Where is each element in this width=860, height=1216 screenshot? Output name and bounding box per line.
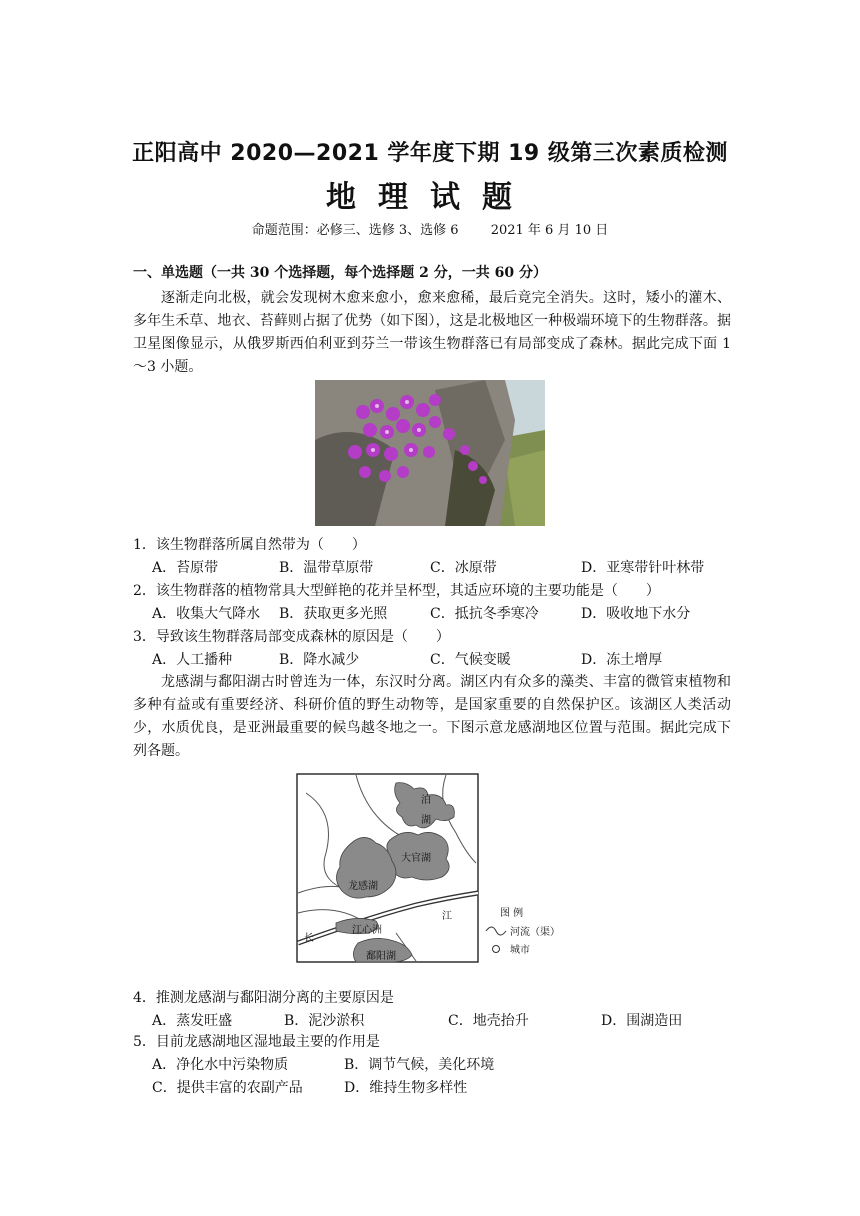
question-3-option-c[interactable]: C．气候变暖 xyxy=(430,652,511,668)
city-legend-icon xyxy=(493,946,500,953)
label-longgan-lake: 龙感湖 xyxy=(348,881,378,892)
question-2-option-c[interactable]: C．抵抗冬季寒冷 xyxy=(430,606,539,622)
longgan-lake-map xyxy=(296,773,576,969)
longgan-passage: 龙感湖与鄱阳湖古时曾连为一体，东汉时分离。湖区内有众多的藻类、丰富的微管束植物和多种有益或有重要经济、科研价值的野生动物等，是国家重要的自然保护区。该湖区人类活动少，水质优良，是亚洲最重要的候鸟越冬地之一。下图示意龙感湖地区位置与范围。据此完成下列各题。 xyxy=(133,674,731,759)
question-5-option-b[interactable]: B．调节气候，美化环境 xyxy=(344,1057,495,1073)
question-1-option-a[interactable]: A．苔原带 xyxy=(152,560,219,576)
question-1-option-b[interactable]: B．温带草原带 xyxy=(279,560,374,576)
legend-city: 城市 xyxy=(510,945,530,956)
question-2-option-a[interactable]: A．收集大气降水 xyxy=(152,606,261,622)
question-3-option-b[interactable]: B．降水减少 xyxy=(279,652,360,668)
question-4-option-d[interactable]: D．围湖造田 xyxy=(601,1013,683,1029)
label-jiang: 江 xyxy=(442,911,452,922)
question-2-option-d[interactable]: D．吸收地下水分 xyxy=(581,606,691,622)
question-1-option-c[interactable]: C．冰原带 xyxy=(430,560,497,576)
question-3-option-a[interactable]: A．人工播种 xyxy=(152,652,233,668)
question-4-option-b[interactable]: B．泥沙淤积 xyxy=(284,1013,365,1029)
exam-scope-line xyxy=(0,219,860,238)
purple-flower-photo xyxy=(315,380,545,526)
question-3-option-d[interactable]: D．冻土增厚 xyxy=(581,652,663,668)
label-bo: 泊 xyxy=(421,795,431,806)
question-1-option-d[interactable]: D．亚寒带针叶林带 xyxy=(581,560,705,576)
question-2: 2．该生物群落的植物常具大型鲜艳的花并呈杯型，其适应环境的主要功能是（ ） xyxy=(133,583,660,599)
legend-river: 河流（渠） xyxy=(510,927,560,938)
question-5-option-d[interactable]: D．维持生物多样性 xyxy=(344,1080,468,1096)
question-4-option-c[interactable]: C．地壳抬升 xyxy=(448,1013,529,1029)
exam-title: 正阳高中 2020—2021 学年度下期 19 级第三次素质检测 xyxy=(132,141,728,166)
question-4: 4．推测龙感湖与鄱阳湖分离的主要原因是 xyxy=(133,990,394,1006)
legend-title: 图 例 xyxy=(500,908,524,919)
river-legend-icon xyxy=(486,927,506,935)
exam-date: 2021 年 6 月 10 日 xyxy=(490,223,609,238)
question-4-option-a[interactable]: A．蒸发旺盛 xyxy=(152,1013,233,1029)
section-heading: 一、单选题（一共 30 个选择题，每个选择题 2 分，一共 60 分） xyxy=(133,265,547,281)
question-1: 1．该生物群落所属自然带为（ ） xyxy=(133,537,366,553)
label-hu: 湖 xyxy=(421,815,431,826)
label-chang: 长 xyxy=(304,933,314,944)
label-jiangxinzhou: 江心洲 xyxy=(352,925,382,936)
question-5-option-a[interactable]: A．净化水中污染物质 xyxy=(152,1057,289,1073)
label-dagong-lake: 大官湖 xyxy=(401,853,431,864)
label-poyang-lake: 鄱阳湖 xyxy=(366,951,396,962)
subject-title: 地理试题 xyxy=(326,180,534,215)
exam-scope: 命题范围：必修三、选修 3、选修 6 xyxy=(251,223,459,238)
question-5-option-c[interactable]: C．提供丰富的农副产品 xyxy=(152,1080,303,1096)
question-2-option-b[interactable]: B．获取更多光照 xyxy=(279,606,388,622)
question-5: 5．目前龙感湖地区湿地最主要的作用是 xyxy=(133,1034,380,1050)
intro-passage: 逐渐走向北极，就会发现树木愈来愈小，愈来愈稀，最后竟完全消失。这时，矮小的灌木、多年生禾草、地衣、苔藓则占据了优势（如下图），这是北极地区一种极端环境下的生物群落。据卫星图像显示，从俄罗斯西伯利亚到芬兰一带该生物群落已有局部变成了森林。据此完成下面 1～3 小题。 xyxy=(133,290,731,375)
question-3: 3．导致该生物群落局部变成森林的原因是（ ） xyxy=(133,629,450,645)
